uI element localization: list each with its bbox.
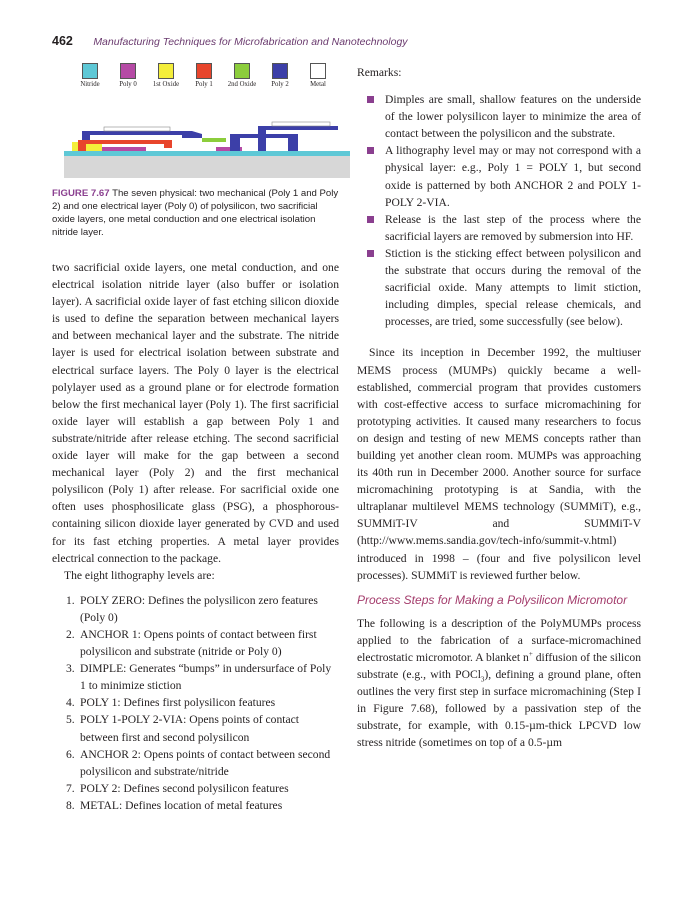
legend-item-poly1 [184,63,224,88]
substrate-layer [64,156,350,178]
square-bullet-icon [367,216,374,223]
remark-item: Dimples are small, shallow features on the underside of the lower polysilicon layer to minimize the area of contact between the polysilicon and the substrate. [357,91,641,142]
legend-label: Nitride [80,81,100,88]
legend-item-metal [298,63,338,88]
remarks-title: Remarks: [357,66,402,79]
legend-item-1st-oxide [146,63,186,88]
remark-item: A lithography level may or may not correspond with a physical layer: e.g., Poly 1 = POLY 1, but second oxide is patterned by both ANCHOR 2 and POLY 1-POLY 2-VIA. [357,142,641,210]
poly0-layer [98,147,146,151]
square-bullet-icon [367,147,374,154]
left-column [52,259,339,814]
legend-label: 1st Oxide [152,81,180,88]
body-paragraph: The eight lithography levels are: [64,568,215,582]
list-item: 1. POLY ZERO: Defines the polysilicon zero features (Poly 0) [66,593,318,624]
legend-swatch [82,63,98,79]
legend-item-nitride [70,63,110,88]
body-paragraph: Since its inception in December 1992, the multiuser MEMS process (MUMPs) quickly became a well-established, commercial program that provides customers with cost-effective access to surface micromachining for prototyping activities. It caused many researchers to focus on design and testing of new MEMS concepts rather than building yet another clean room. MUMPs was approaching its 40th run in December 2000. Another source for surface micromachining prototyping is at Sandia, with the ultraplanar multilevel MEMS technology (SUMMiT), e.g., SUMMiT-IV and SUMMiT-V (http://www.mems.sandia.gov/tech-info/summit-v.html) introduced in 1998 – (four and five polysilicon level processes). SUMMiT is reviewed further below. [357,346,641,582]
remark-item: Stiction is the sticking effect between polysilicon and the substrate that occurs during the removal of the sacrificial oxide. Many attempts to limit stiction, including dimples, special release chemicals, and processes, are tried, some successfully (see below). [357,245,641,330]
remark-item: Release is the last step of the process where the sacrificial layers are removed by submersion into HF. [357,211,641,245]
remarks-list [357,91,641,330]
list-item: 2. ANCHOR 1: Opens points of contact between first polysilicon and substrate (nitride or Poly 0) [66,627,317,659]
legend-item-2nd-oxide [222,63,262,88]
list-item: 3. DIMPLE: Generates “bumps” in undersurface of Poly 1 to minimize stiction [66,662,332,693]
figure-label: FIGURE 7.67 [52,188,110,199]
right-column [357,64,641,751]
body-paragraph: two sacrificial oxide layers, one metal conduction, and one electrical isolation nitride layer (also buffer or isolation layer). A sacrificial oxide layer of fast etching silicon dioxide is used to define the separation between mechanical layers and between mechanical layer and the substrate. The nitride layer is used for electrical isolation between substrate and electrical surface layers. The Poly 0 layer is the electrical polylayer used as a ground plane or for electrode formation below the first mechanical layer (Poly 1). The first sacrificial oxide layer will establish a gap between Poly 1 and substrate/nitride after release etching. The second sacrificial oxide layer will make for the gap between a second mechanical layer (Poly 2) and the first mechanical polysilicon (Poly 1) after release. For sacrificial oxide one often uses phosphosilicate glass (PSG), a phosphorous-containing silicon dioxide layer generated by CVD and used for its fast etching properties. A metal layer provides electrical connection to the package. [52,261,339,565]
page-header [52,32,408,50]
page-number: 462 [52,34,73,48]
legend-swatch [310,63,326,79]
list-item: 8. METAL: Defines location of metal features [66,798,283,812]
figure-caption [52,187,342,239]
metal-layer [272,122,330,126]
second-oxide-layer [202,138,226,142]
square-bullet-icon [367,96,374,103]
legend-swatch [272,63,288,79]
legend-label: Poly 1 [195,81,213,88]
metal-layer [104,127,170,131]
legend-swatch [234,63,250,79]
legend-label: Poly 2 [271,81,289,88]
list-item: 4. POLY 1: Defines first polysilicon features [66,696,276,710]
legend-item-poly2 [260,63,300,88]
figure-caption-text: The seven physical: two mechanical (Poly 1 and Poly 2) and one electrical layer (Poly 0) of polysilicon, two sacrificial oxide layers, one metal conduction and one electrical isolation nitride layer. [52,188,339,238]
lithography-levels-list [52,592,339,814]
legend-item-poly0 [108,63,148,88]
figure-legend [70,63,332,93]
legend-label: Metal [310,81,326,88]
body-paragraph: The following is a description of the PolyMUMPs process applied to the fabrication of a surface-micromachined electrostatic micromotor. A blanket n+ diffusion of the silicon substrate (e.g., with POCl$_3$), defining a ground plane, often outlines the very first step in surface micromachining (Step I in Figure 7.68), followed by a passivation step of the substrate, for example, with 0.15-µm-thick LPCVD low stress nitride (sometimes on top of a 0.5-µm [357,616,642,750]
list-item: 5. POLY 1-POLY 2-VIA: Opens points of contact between first and second polysilicon [66,713,300,744]
running-title: Manufacturing Techniques for Microfabrication and Nanotechnology [93,36,408,48]
nitride-layer [64,151,350,156]
legend-swatch [120,63,136,79]
list-item: 6. ANCHOR 2: Opens points of contact between second polysilicon and substrate/nitride [66,747,331,778]
square-bullet-icon [367,250,374,257]
legend-swatch [196,63,212,79]
section-heading: Process Steps for Making a Polysilicon Micromotor [357,592,628,607]
list-item: 7. POLY 2: Defines second polysilicon features [66,781,289,795]
legend-label: Poly 0 [119,81,137,88]
legend-label: 2nd Oxide [227,81,257,88]
cross-section-diagram [52,104,352,184]
legend-swatch [158,63,174,79]
